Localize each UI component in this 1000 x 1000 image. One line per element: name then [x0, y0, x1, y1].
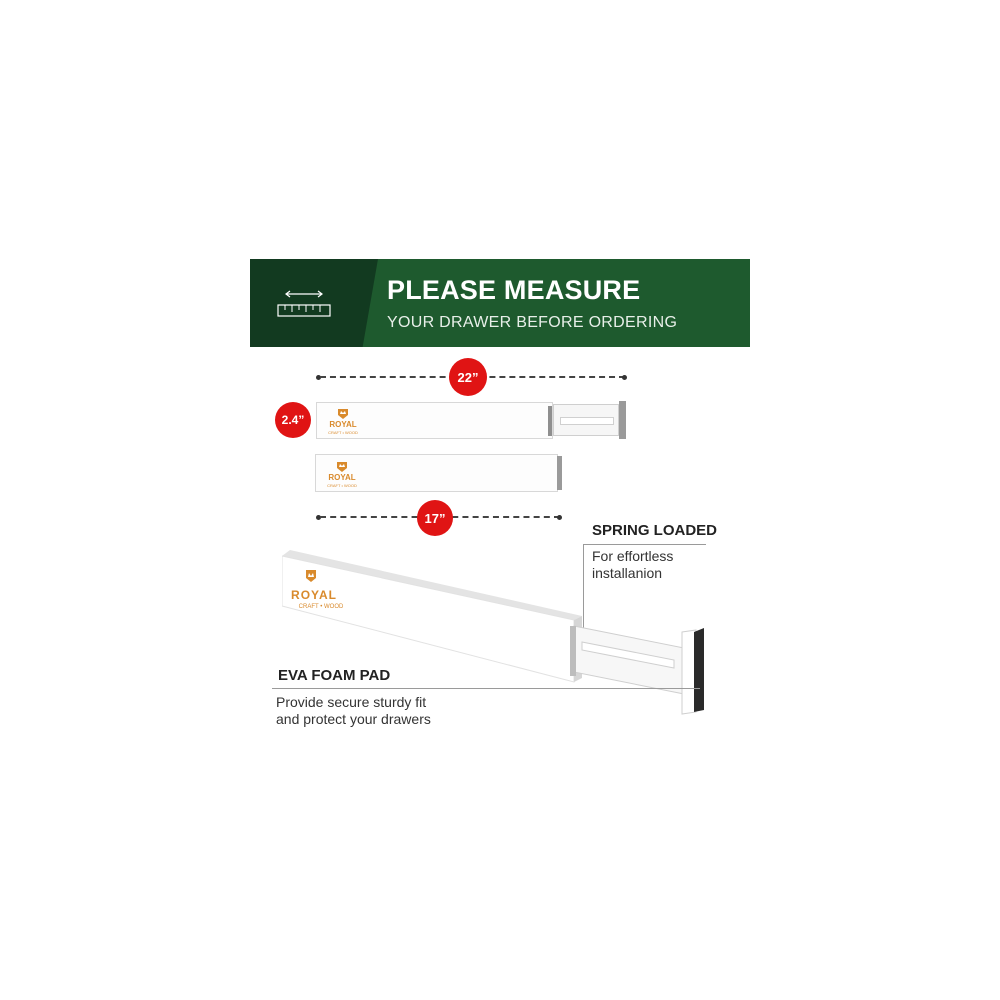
measure-banner — [250, 259, 750, 347]
brand-tagline: CRAFT • WOOD — [328, 430, 358, 435]
extended-length-badge: 22” — [449, 358, 487, 396]
foam-pad-small — [557, 456, 562, 490]
divider-3d-view — [282, 548, 712, 718]
end-cap — [682, 630, 696, 714]
eva-foam-pad — [694, 628, 704, 712]
foam-callout-rule — [272, 688, 700, 689]
min-length-badge: 17” — [417, 500, 453, 536]
brand-tagline-large: CRAFT • WOOD — [298, 604, 344, 610]
banner-title: PLEASE MEASURE — [387, 275, 641, 305]
brand-shield-icon — [337, 408, 349, 420]
height-badge: 2.4” — [275, 402, 311, 438]
banner-subtitle: YOUR DRAWER BEFORE ORDERING — [387, 314, 678, 331]
brand-name-large: ROYAL — [291, 588, 337, 602]
divider-extended-board — [316, 402, 553, 439]
extension-slot — [560, 417, 614, 425]
eva-foam-text: Provide secure sturdy fit and protect your drawers — [276, 694, 431, 727]
brand-shield-icon — [336, 461, 348, 473]
brand-name: ROYAL — [329, 420, 357, 429]
brand-tagline: CRAFT • WOOD — [327, 483, 357, 488]
divider-compact-board — [315, 454, 558, 492]
ruler-arrow-icon — [276, 289, 332, 319]
extension-slider — [553, 404, 619, 436]
eva-foam-title: EVA FOAM PAD — [278, 667, 391, 684]
spring-loaded-text: For effortless installanion — [592, 548, 674, 581]
board-front-face — [282, 556, 574, 682]
foam-pad-small — [619, 401, 626, 439]
dimension-end-dot — [622, 375, 627, 380]
spring-callout-rule — [583, 544, 706, 545]
spring-loaded-title: SPRING LOADED — [592, 522, 718, 539]
brand-name: ROYAL — [328, 473, 356, 482]
spring-clip — [548, 406, 552, 436]
dimension-end-dot — [557, 515, 562, 520]
spring-mechanism — [570, 626, 576, 676]
